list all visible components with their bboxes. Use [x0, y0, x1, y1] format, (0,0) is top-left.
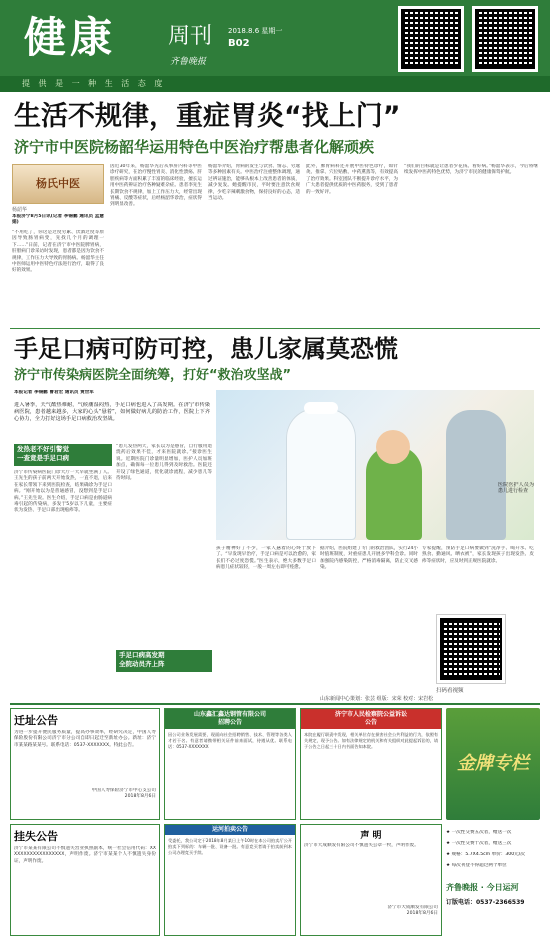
masthead-date: 2018.8.6 星期一: [228, 27, 283, 35]
qr-code-right: [472, 6, 538, 72]
article2-qr: [436, 614, 506, 684]
declaration-box: [300, 824, 442, 936]
notice2-box: [10, 824, 160, 936]
promo-phone: 订版电话：0537-2366539: [446, 899, 525, 906]
masthead-paper-brand: 齐鲁晚报: [170, 57, 207, 67]
article1-subheadline: 济宁市中医院杨韶华运用特色中医治疗帮患者化解顽疾: [14, 138, 375, 156]
notice2-title: 挂失公告: [14, 830, 58, 843]
notice2-body: 济宁市某某有限公司不慎遗失营业执照副本，统一社会信用代码：XXXXXXXXXXXXXXXXXX，声明作废。济宁市某某个人不慎遗失身份证，声明作废。: [14, 846, 156, 864]
article2-byline: 本报记者 李锡鹏 曹君宏 通讯员 贾世军: [14, 390, 94, 395]
article2-col3: 孩子精神好了不少，一家人悬着的心终于放下了。“早发现早治疗，手足口病是可以治愈的，家长们不必过度恐慌。”医生表示，绝大多数手足口病患儿症状较轻，一般一周左右即可痊愈。: [216, 546, 316, 571]
notice1-box: [10, 708, 160, 820]
section-divider-1: [10, 328, 540, 329]
article2-col1: 济宁市传染病医院门诊大厅一大早就坐满了人。王先生的孩子前两天开始发热，一直不退，后来在家长带领下来到医院检查，结果确诊为手足口病。“刚开始以为是普通感冒，没想到是手足口病。”王先生说。医生介绍，手足口病是由肠道病毒引起的传染病，多发于5岁以下儿童，主要症状为发热、手足口部出现疱疹等。: [14, 470, 112, 514]
qr-code-left: [398, 6, 464, 72]
notice1-title: 迁址公告: [14, 714, 58, 727]
photo-nurse-figure: [286, 408, 356, 540]
promo-line-2: ★ 一次性交费十次者，赠送三次: [446, 841, 512, 846]
photo-adult-figure: [446, 410, 506, 540]
declaration-sign: 济宁市大成顺发有限公司 2018年8月6日: [387, 905, 438, 917]
article2-headline: 手足口病可防可控，患儿家属莫恐慌: [14, 335, 398, 363]
section-divider-2: [10, 703, 540, 705]
auction-body: 受委托，我公司定于2018年8月某日上午10时在本公司拍卖厅公开拍卖下列标的：车辆一批、设备一批。有意竞买者请于拍卖前到本公司办理竞买手续。: [168, 838, 292, 855]
article2-subhead-1: [14, 444, 112, 466]
article1-image-caption: 杨韶华: [12, 207, 28, 213]
photo-child-head: [376, 430, 410, 464]
brand-column-title: 金牌专栏: [457, 753, 529, 774]
article2-qr-caption: 扫码看视频: [436, 688, 464, 694]
ad1-body: 因公司业务发展需要，现面向社会招聘销售、技术、管理等各类人才若干名。有意者请携带相关证件前来面试，待遇从优。联系电话：0537-XXXXXXX: [168, 732, 292, 749]
article1-col5: “我们的目标就是让患者少花钱、看好病。”杨韶华表示，今后将继续发挥中医药特色优势，为济宁市民的健康保驾护航。: [404, 164, 538, 176]
subhead-2-text: 手足口病高发期 全院动员齐上阵: [119, 651, 165, 668]
ad1-box: [164, 708, 296, 820]
article1-col4: 此外，脾胃病科还开展中医特色诊疗，如针灸、推拿、穴位贴敷、中药熏蒸等，有效提高了治疗效果。科室团队不断提升诊疗水平，为广大患者提供优质的中医药服务，受到了患者的一致好评。: [306, 164, 398, 195]
article1-headline: 生活不规律，重症胃炎“找上门”: [14, 101, 401, 132]
article1-col3: 杨韶华介绍，胃病的发生与饮食、情志、劳逸等多种因素有关。中医治疗注重整体调理，通过辨证施治，能够从根本上改善患者的体质，减少复发。她提醒市民，平时要注意饮食规律，少吃辛辣刺激食物，保持良好的心态，适当运动。: [208, 164, 300, 202]
masthead-weekly: 周刊: [168, 24, 213, 49]
masthead-title: 健康: [24, 13, 117, 62]
photo-plaque-text: 杨氏中医: [36, 177, 80, 190]
ad2-title: 济宁市人民检察院公益诉讼 公告: [301, 709, 441, 729]
subhead-1-text: 发热老不好引警觉 一查竟是手足口病: [17, 445, 69, 462]
promo-line-4: ★ 每次刊登不得超过两个单位: [446, 863, 507, 868]
article1-col2: 因近30年来，杨韶华先后从事肝内科等中医诊疗研究，在治疗慢性胃炎、消化性溃疡、肝胆疾病等方面积累了丰富的临床经验，擅长运用中医药辨证治疗各种疑难杂症。患者李先生长期饮食不规律，加上工作压力大，经常出现胃痛、反酸等症状，后经杨韶华诊治，症状得到明显改善。: [110, 164, 202, 208]
promo-line-3: ★ 规格：5.7X4.5cm 单价：300元/次: [446, 852, 525, 857]
promo-brand: 齐鲁晚报 · 今日运河: [446, 883, 519, 892]
auction-box: [164, 824, 296, 936]
article2-subheadline: 济宁市传染病医院全面统筹，打好“救治攻坚战”: [14, 368, 292, 383]
ad1-title: 山东鑫汇鑫达钢管有限公司 招聘公告: [165, 709, 295, 729]
declaration-body: 济宁市大成顺发有限公司不慎遗失公章一枚，声明作废。: [304, 843, 419, 848]
article2-photo-caption: 医院医护人员为患儿进行检查: [498, 482, 534, 495]
article2-col5: 专家提醒，预防手足口病要做到“洗净手、喝开水、吃熟食、勤通风、晒衣被”，家长发现孩子出现发热、皮疹等症状时，应及时到正规医院就诊。: [422, 546, 534, 564]
article2-footer-credit: 山东新闻中心策划：张芸 组版：宋荣 校对：宋岩松: [320, 696, 434, 702]
masthead: [0, 0, 550, 92]
article2-photo: [216, 390, 534, 540]
masthead-page-code: B02: [228, 38, 250, 49]
promo-box: [446, 824, 540, 936]
auction-title: 运河拍卖公告: [165, 825, 295, 835]
brand-column-box: [446, 708, 540, 820]
ad2-box: [300, 708, 442, 820]
declaration-title: 声 明: [360, 831, 382, 841]
ad2-body: 本院在履行职责中发现，相关单位存在损害社会公共利益的行为，依照有关规定，现予公告。如有法律规定的机关和有关组织对此提起诉讼的，请于公告之日起三十日内书面告知本院。: [304, 732, 439, 749]
masthead-slogan-bar: [0, 76, 550, 92]
masthead-slogan: 提 供 是 一 种 生 活 态 度: [22, 79, 166, 88]
notice1-body: 为进一步提升便民服务质量，提高办事效率，经研究决定，中国人寿保险股份有限公司济宁市分公司自即日起迁至新址办公。新址：济宁市某某路某某号。联系电话：0537-XXXXXXX。特此公告。: [14, 730, 156, 748]
article1-photo: [12, 164, 104, 204]
article2-col4: 据介绍，医院组建了专门的救治团队，实行24小时值班制度，对重症患儿开展多学科会诊。同时加强院内感染防控，严格消毒隔离，防止交叉感染。: [320, 546, 418, 571]
photo-nurse-cap: [304, 402, 338, 414]
promo-line-1: ★ 一次性交费五次者，赠送一次: [446, 830, 512, 835]
article1-col1: “不用吃了，你这是过度劳累、饮酒过度等原因导致肠胃病变，先找几个月的调理一下……”日前，记者在济宁市中医院脾胃病，肝胆病门诊采访时发现，患者都是因为饮食不规律，工作压力大导致的胃肠病。杨韶华主任中医师运用中医特色疗法进行治疗，取得了良好的效果。: [12, 230, 104, 274]
notice1-sign: 中国人寿保险济宁市中心支公司 2018年8月6日: [91, 788, 156, 800]
article1-byline: 本报济宁8月5日讯(记者 李锡鹏 通讯员 孟慧娟): [12, 214, 104, 226]
article2-col2: “患儿发热两天，家长以为是感冒，自行服用退烧药后效果不佳，才来医院就诊。”接诊医生说。近期医院门诊量明显增加，医护人员加班加点，确保每一位患儿得到及时救治。医院还开设了绿色通道，优化就诊流程，减少患儿等待时间。: [116, 444, 212, 482]
article2-subhead-2: [116, 650, 212, 672]
article2-lead: 进入暑季，天气酷热难耐，气候潮湿闷热，手足口病也进入了高发期。在济宁市传染病医院，患者越来越多，大家的心头“悬着”，如何做好病儿的防治工作，医院上下齐心协力，全力打好这场手足口病救治攻坚战。: [14, 402, 210, 422]
